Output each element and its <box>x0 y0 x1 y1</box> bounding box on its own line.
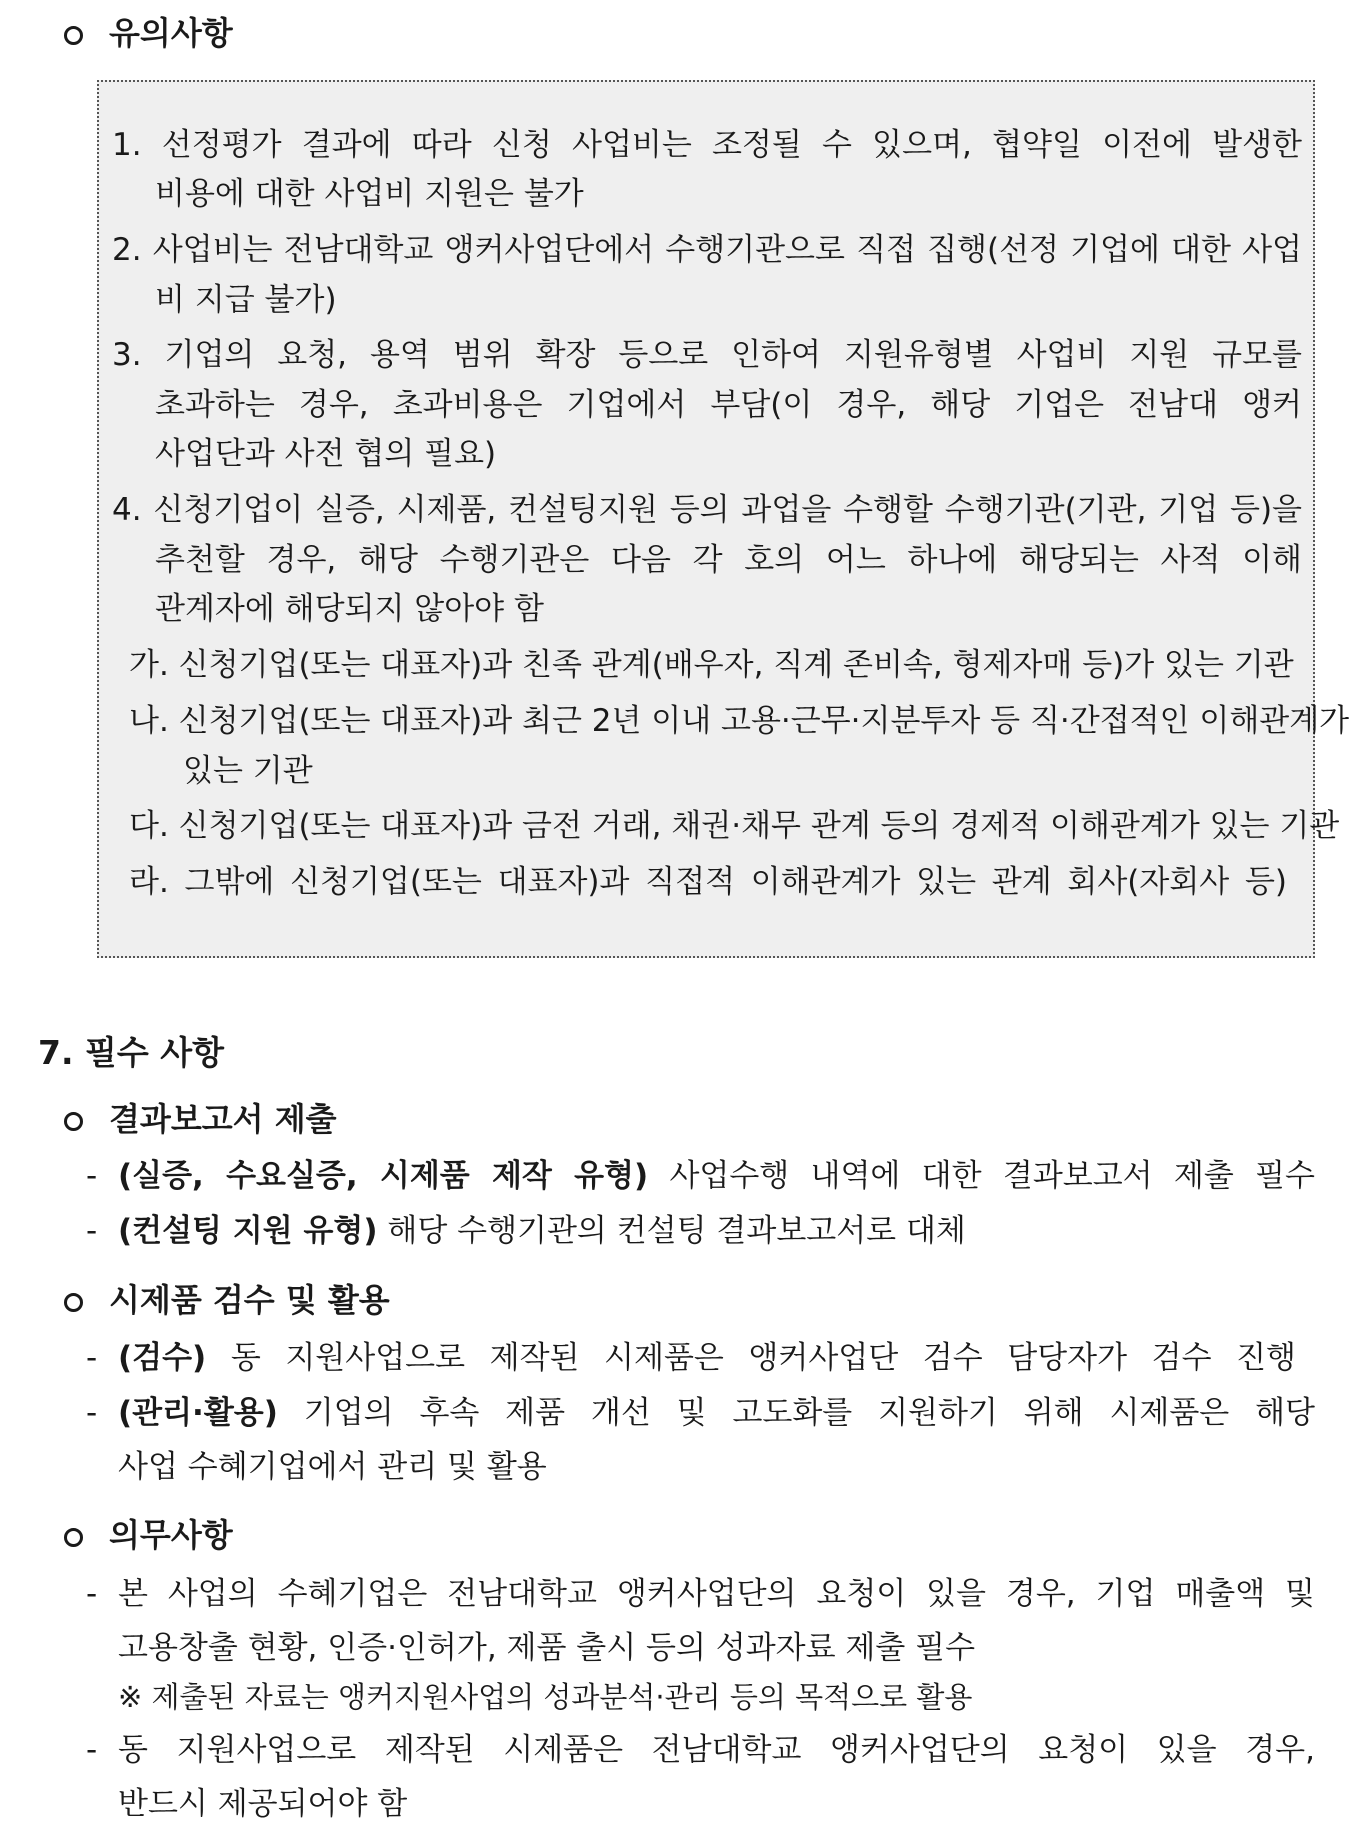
notice-item-4-line3: 관계자에 해당되지 않아야 함 <box>155 591 544 627</box>
notice-subitem-na-line2: 있는 기관 <box>183 753 313 789</box>
prototype-item-2-text: 기업의 후속 제품 개선 및 고도화를 지원하기 위해 시제품은 해당 <box>277 1395 1315 1431</box>
report-item-1 <box>118 1156 1315 1196</box>
prototype-heading: 시제품 검수 및 활용 <box>109 1281 390 1319</box>
dash-bullet-icon: - <box>86 1158 98 1194</box>
report-item-1-text: 사업수행 내역에 대한 결과보고서 제출 필수 <box>648 1158 1315 1194</box>
duty-heading: 의무사항 <box>109 1516 233 1554</box>
duty-item-1-note: ※ 제출된 자료는 앵커지원사업의 성과분석·관리 등의 목적으로 활용 <box>118 1680 973 1714</box>
dash-bullet-icon: - <box>86 1340 98 1376</box>
report-item-1-label: (실증, 수요실증, 시제품 제작 유형) <box>118 1158 649 1194</box>
dash-bullet-icon: - <box>86 1732 98 1768</box>
notice-subitem-na-line1: 나. 신청기업(또는 대표자)과 최근 2년 이내 고용·근무·지분투자 등 직·간접적인 이해관계가 <box>129 703 1350 739</box>
dash-bullet-icon: - <box>86 1213 98 1249</box>
notice-item-1-line2: 비용에 대한 사업비 지원은 불가 <box>155 176 584 212</box>
circle-bullet-icon <box>64 1112 83 1131</box>
duty-item-1-line1: 본 사업의 수혜기업은 전남대학교 앵커사업단의 요청이 있을 경우, 기업 매출액 및 <box>118 1576 1315 1612</box>
notice-heading: 유의사항 <box>109 14 233 52</box>
notice-item-2-line2: 비 지급 불가) <box>155 282 337 318</box>
dash-bullet-icon: - <box>86 1395 98 1431</box>
prototype-item-2-line2: 사업 수혜기업에서 관리 및 활용 <box>118 1449 547 1485</box>
notice-box <box>97 80 1350 958</box>
circle-bullet-icon <box>64 26 83 45</box>
report-item-2 <box>118 1211 966 1251</box>
notice-item-3-line3: 사업단과 사전 협의 필요) <box>155 436 497 472</box>
notice-subitem-ra: 라. 그밖에 신청기업(또는 대표자)과 직접적 이해관계가 있는 관계 회사(자회사 등) <box>129 864 1287 900</box>
duty-item-2-line2: 반드시 제공되어야 함 <box>118 1786 408 1822</box>
notice-item-3-line1: 3. 기업의 요청, 용역 범위 확장 등으로 인하여 지원유형별 사업비 지원 규모를 <box>112 337 1302 373</box>
section-7-title: 7. 필수 사항 <box>38 1033 224 1072</box>
notice-subitem-da: 다. 신청기업(또는 대표자)과 금전 거래, 채권·채무 관계 등의 경제적 이해관계가 있는 기관 <box>129 808 1340 844</box>
notice-item-3-line2: 초과하는 경우, 초과비용은 기업에서 부담(이 경우, 해당 기업은 전남대 앵커 <box>155 387 1302 423</box>
duty-item-2-line1: 동 지원사업으로 제작된 시제품은 전남대학교 앵커사업단의 요청이 있을 경우, <box>118 1732 1315 1768</box>
prototype-item-2-line1 <box>118 1393 1315 1433</box>
report-item-2-label: (컨설팅 지원 유형) <box>118 1213 378 1249</box>
notice-item-1-line1: 1. 선정평가 결과에 따라 신청 사업비는 조정될 수 있으며, 협약일 이전에 발생한 <box>112 127 1302 163</box>
prototype-item-1-label: (검수) <box>118 1340 207 1376</box>
report-item-2-text: 해당 수행기관의 컨설팅 결과보고서로 대체 <box>377 1213 966 1249</box>
notice-item-4-line1: 4. 신청기업이 실증, 시제품, 컨설팅지원 등의 과업을 수행할 수행기관(기관, 기업 등)을 <box>112 492 1302 528</box>
report-heading: 결과보고서 제출 <box>109 1100 337 1138</box>
prototype-item-1 <box>118 1338 1296 1378</box>
circle-bullet-icon <box>64 1293 83 1312</box>
notice-subitem-ga: 가. 신청기업(또는 대표자)과 친족 관계(배우자, 직계 존비속, 형제자매 등)가 있는 기관 <box>129 647 1294 683</box>
notice-item-2-line1: 2. 사업비는 전남대학교 앵커사업단에서 수행기관으로 직접 집행(선정 기업에 대한 사업 <box>112 232 1302 268</box>
notice-item-4-line2: 추천할 경우, 해당 수행기관은 다음 각 호의 어느 하나에 해당되는 사적 이해 <box>155 542 1302 578</box>
duty-item-1-line2: 고용창출 현황, 인증·인허가, 제품 출시 등의 성과자료 제출 필수 <box>118 1630 976 1666</box>
prototype-item-2-label: (관리·활용) <box>118 1395 278 1431</box>
dash-bullet-icon: - <box>86 1576 98 1612</box>
circle-bullet-icon <box>64 1528 83 1547</box>
prototype-item-1-text: 동 지원사업으로 제작된 시제품은 앵커사업단 검수 담당자가 검수 진행 <box>206 1340 1296 1376</box>
